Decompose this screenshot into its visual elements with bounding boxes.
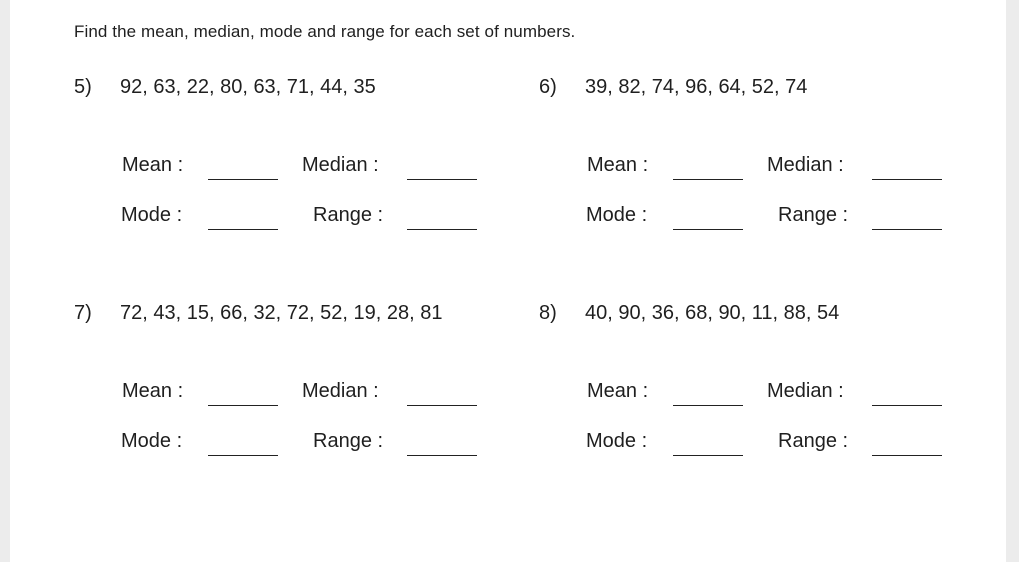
median-label: Median : <box>767 380 844 402</box>
mode-label: Mode : <box>586 204 648 226</box>
range-answer-blank[interactable] <box>407 455 477 456</box>
median-label: Median : <box>302 154 379 176</box>
problem-number: 5) <box>74 76 92 98</box>
problem-number: 6) <box>539 76 557 98</box>
mode-label: Mode : <box>586 430 648 452</box>
mode-answer-blank[interactable] <box>673 229 743 230</box>
mode-answer-blank[interactable] <box>673 455 743 456</box>
median-label: Median : <box>767 154 844 176</box>
number-set: 92, 63, 22, 80, 63, 71, 44, 35 <box>120 76 376 98</box>
range-answer-blank[interactable] <box>407 229 477 230</box>
median-answer-blank[interactable] <box>872 179 942 180</box>
median-answer-blank[interactable] <box>407 405 477 406</box>
problem-number: 7) <box>74 302 92 324</box>
median-answer-blank[interactable] <box>407 179 477 180</box>
number-set: 40, 90, 36, 68, 90, 11, 88, 54 <box>585 302 840 324</box>
mean-answer-blank[interactable] <box>208 405 278 406</box>
mode-label: Mode : <box>121 430 183 452</box>
mode-label: Mode : <box>121 204 183 226</box>
number-set: 72, 43, 15, 66, 32, 72, 52, 19, 28, 81 <box>120 302 443 324</box>
mode-answer-blank[interactable] <box>208 229 278 230</box>
worksheet-page <box>10 0 1006 562</box>
number-set: 39, 82, 74, 96, 64, 52, 74 <box>585 76 808 98</box>
median-answer-blank[interactable] <box>872 405 942 406</box>
median-label: Median : <box>302 380 379 402</box>
instructions: Find the mean, median, mode and range for each set of numbers. <box>74 22 576 41</box>
mean-answer-blank[interactable] <box>208 179 278 180</box>
range-label: Range : <box>778 204 849 226</box>
mean-answer-blank[interactable] <box>673 405 743 406</box>
mean-label: Mean : <box>587 380 649 402</box>
mean-label: Mean : <box>587 154 649 176</box>
mode-answer-blank[interactable] <box>208 455 278 456</box>
mean-answer-blank[interactable] <box>673 179 743 180</box>
range-answer-blank[interactable] <box>872 455 942 456</box>
range-label: Range : <box>313 204 384 226</box>
mean-label: Mean : <box>122 380 184 402</box>
range-label: Range : <box>778 430 849 452</box>
range-label: Range : <box>313 430 384 452</box>
range-answer-blank[interactable] <box>872 229 942 230</box>
problem-number: 8) <box>539 302 557 324</box>
mean-label: Mean : <box>122 154 184 176</box>
